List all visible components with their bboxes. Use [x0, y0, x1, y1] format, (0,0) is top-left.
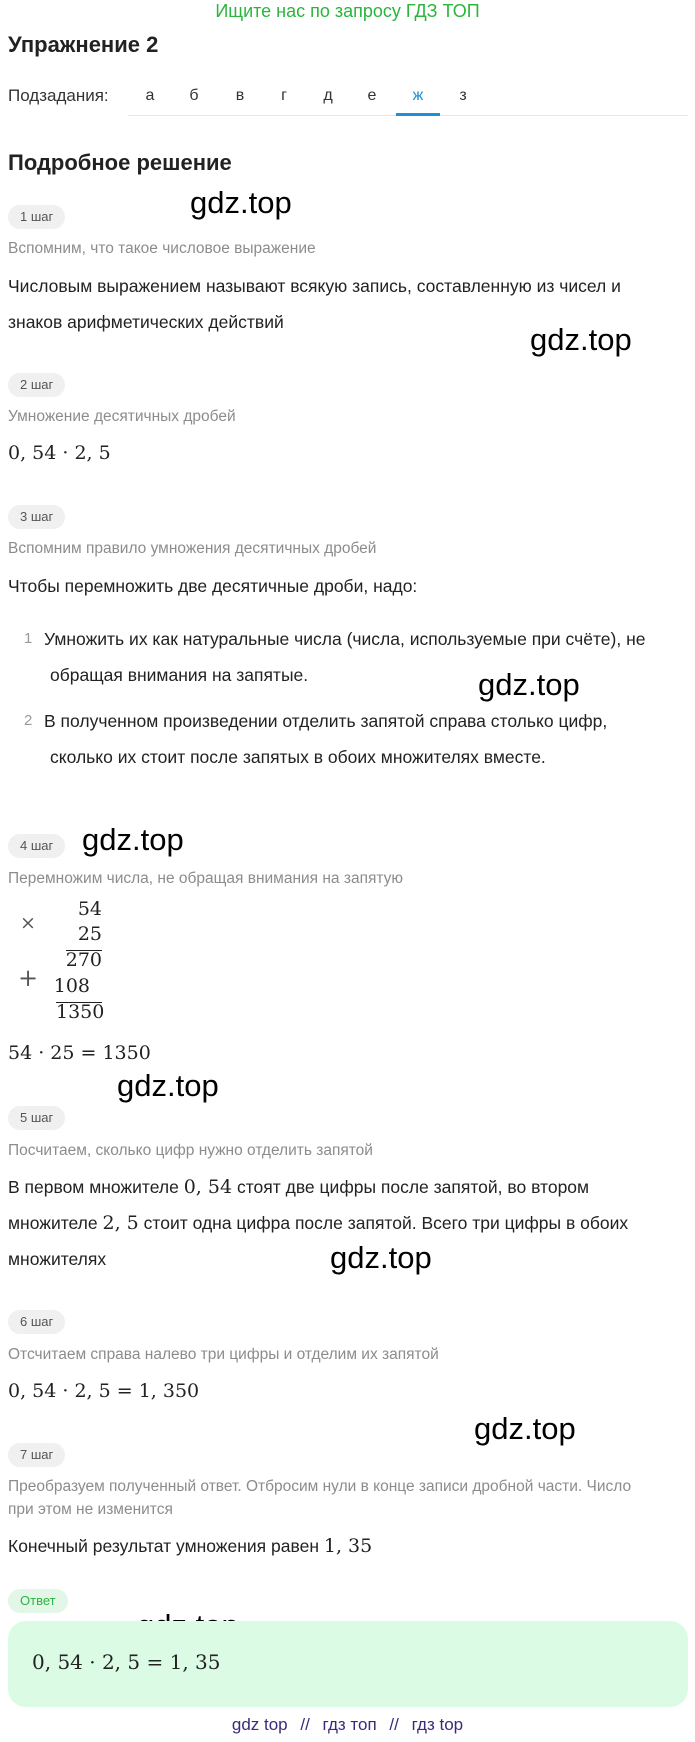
tab-e[interactable]: е — [367, 87, 377, 104]
text-run: стоят две цифры после запятой, во втором — [236, 1177, 590, 1197]
watermark: gdz.top — [474, 1411, 576, 1446]
inline-math: 0, 54 — [183, 1176, 233, 1198]
step-note: Умножение десятичных дробей — [8, 408, 236, 425]
factor: 54 — [77, 898, 102, 920]
tab-z[interactable]: з — [459, 87, 467, 104]
watermark: gdz.top — [330, 1240, 432, 1275]
step-text — [8, 1169, 589, 1205]
page-title: Упражнение 2 — [8, 32, 159, 57]
step-note: Преобразуем полученный ответ. Отбросим нули в конце записи дробной части. Число — [8, 1478, 632, 1495]
footer-link[interactable]: гдз top — [411, 1715, 464, 1734]
text-run: стоит одна цифра после запятой. Всего три цифры в обоих — [143, 1213, 629, 1233]
step-math: 54 · 25 = 1350 — [8, 1042, 151, 1064]
step-badge: 5 шаг — [8, 1106, 65, 1130]
inline-math: 2, 5 — [102, 1212, 139, 1234]
step-badge: 2 шаг — [8, 373, 65, 397]
watermark: gdz.top — [478, 667, 580, 702]
tab-a[interactable]: а — [145, 87, 155, 104]
partial-product: 108 — [53, 975, 90, 997]
product: 1350 — [56, 1001, 105, 1023]
list-number: 2 — [24, 712, 33, 729]
partial-product: 270 — [65, 949, 102, 971]
step-text: Чтобы перемножить две десятичные дроби, надо: — [8, 576, 418, 596]
footer-separator: // — [300, 1715, 310, 1734]
step-text: Числовым выражением называют всякую запись, составленную из чисел и — [8, 276, 621, 296]
step-note: при этом не изменится — [8, 1501, 173, 1518]
times-sign: × — [20, 912, 36, 934]
step-math: 0, 54 · 2, 5 — [8, 442, 111, 464]
plus-sign: + — [18, 964, 39, 992]
step-badge: 6 шаг — [8, 1310, 65, 1334]
text-run: множителе — [8, 1213, 98, 1233]
rule-text: сколько их стоит после запятых в обоих множителях вместе. — [50, 747, 546, 767]
step-badge: 4 шаг — [8, 834, 65, 858]
subtasks-label: Подзадания: — [8, 86, 109, 105]
step-badge: 7 шаг — [8, 1443, 65, 1467]
step-note: Вспомним, что такое числовое выражение — [8, 240, 316, 257]
tab-b[interactable]: б — [189, 87, 199, 104]
factor: 25 — [77, 923, 102, 945]
step-text: множителях — [8, 1249, 107, 1269]
rule-text: В полученном произведении отделить запятой справа столько цифр, — [44, 711, 608, 731]
footer-link[interactable]: gdz top — [231, 1715, 288, 1734]
step-text — [8, 1528, 372, 1564]
watermark: gdz.top — [82, 822, 184, 857]
watermark: gdz.top — [117, 1068, 219, 1103]
inline-math: 1, 35 — [323, 1535, 373, 1557]
step-badge: 1 шаг — [8, 205, 65, 229]
subtasks-tabs — [128, 80, 688, 116]
answer-badge: Ответ — [8, 1589, 68, 1613]
tab-v[interactable]: в — [235, 87, 245, 104]
step-badge: 3 шаг — [8, 505, 65, 529]
watermark: gdz.top — [530, 322, 632, 357]
tab-d[interactable]: д — [323, 87, 333, 104]
tab-g[interactable]: г — [281, 87, 287, 104]
step-note: Перемножим числа, не обращая внимания на запятую — [8, 870, 404, 887]
tab-zh[interactable]: ж — [396, 80, 440, 116]
text-run: Конечный результат умножения равен — [8, 1536, 319, 1556]
answer-math: 0, 54 · 2, 5 = 1, 35 — [32, 1650, 221, 1674]
step-note: Отсчитаем справа налево три цифры и отделим их запятой — [8, 1346, 439, 1363]
text-run: В первом множителе — [8, 1177, 179, 1197]
watermark: gdz.top — [190, 185, 292, 220]
step-math: 0, 54 · 2, 5 = 1, 350 — [8, 1380, 200, 1402]
step-note: Посчитаем, сколько цифр нужно отделить запятой — [8, 1142, 373, 1159]
rule-text: обращая внимания на запятые. — [50, 665, 309, 685]
rule-text: Умножить их как натуральные числа (числа, используемые при счёте), не — [44, 629, 646, 649]
solution-heading: Подробное решение — [8, 150, 232, 175]
footer-links — [0, 1715, 695, 1735]
step-text: знаков арифметических действий — [8, 312, 284, 332]
promo-banner: Ищите нас по запросу ГДЗ ТОП — [215, 1, 480, 21]
footer-link[interactable]: гдз топ — [322, 1715, 377, 1734]
step-note: Вспомним правило умножения десятичных дробей — [8, 540, 377, 557]
footer-separator: // — [389, 1715, 399, 1734]
step-text — [8, 1205, 628, 1241]
list-number: 1 — [24, 630, 33, 647]
